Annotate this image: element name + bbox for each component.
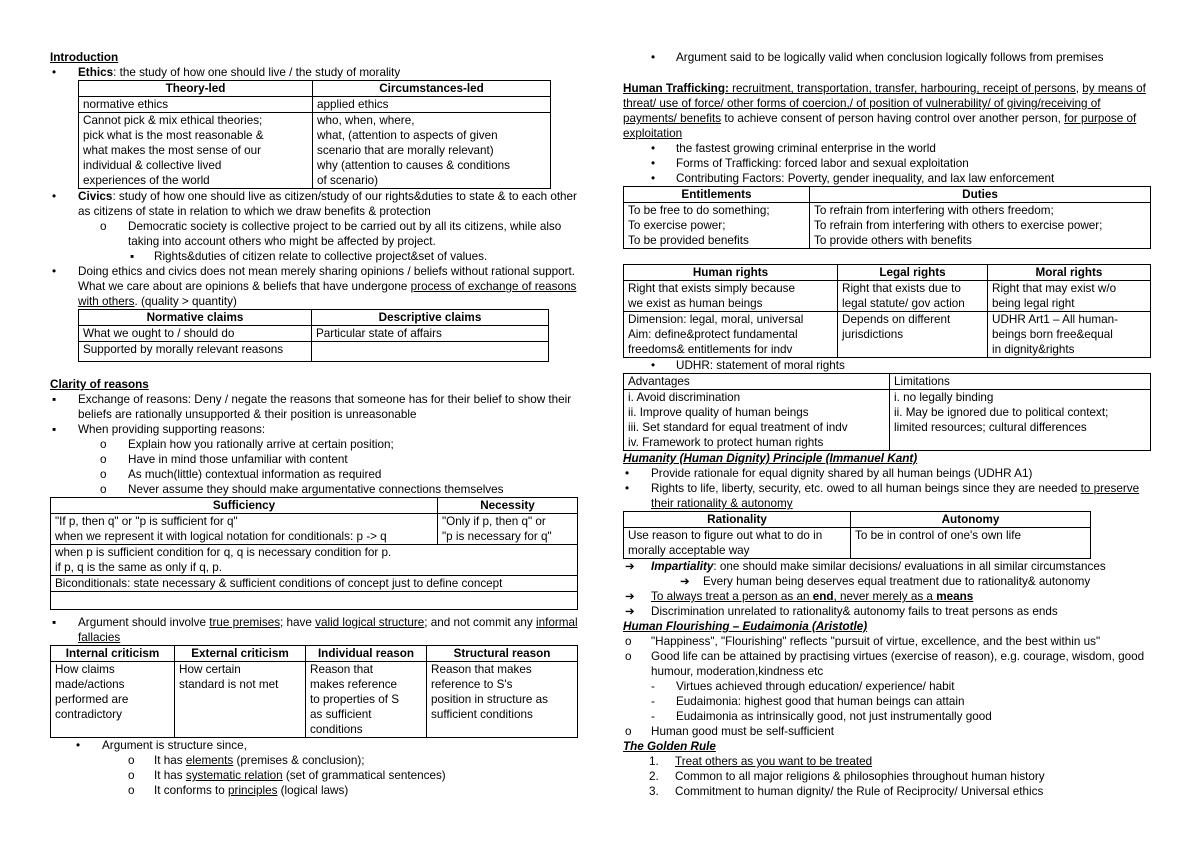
- table-header: Descriptive claims: [312, 310, 549, 326]
- table-header: Duties: [810, 187, 1151, 203]
- trafficking-bullet: • Contributing Factors: Poverty, gender inequality, and lax law enforcement: [651, 172, 1055, 185]
- list-number: 2.: [649, 770, 659, 783]
- flourishing-subpoint: - Virtues achieved through education/ experience/ habit: [651, 680, 955, 693]
- section-title-kant: Humanity (Human Dignity) Principle (Immanuel Kant): [623, 452, 918, 465]
- table-cell: Dimension: legal, moral, universal Aim: define&protect fundamental freedoms& entitlements for indv: [624, 312, 838, 358]
- square-bullet-icon: ▪: [52, 423, 57, 436]
- table-header: Human rights: [624, 265, 838, 281]
- table-cell: applied ethics: [313, 97, 551, 113]
- circle-bullet-icon: o: [100, 438, 107, 451]
- table-header: Individual reason: [306, 646, 427, 662]
- table-cell: Cannot pick & mix ethical theories; pick what is the most reasonable & what makes the most sense of our individual & collective lived experiences of the world: [79, 113, 313, 189]
- table-cell: Use reason to figure out what to do in morally acceptable way: [624, 528, 851, 559]
- structure-bullet: • Argument is structure since,: [76, 739, 247, 752]
- dash-icon: -: [651, 680, 655, 693]
- advantages-table: [623, 373, 1151, 451]
- civics-subsubpoint: ▪ Rights&duties of citizen relate to collective project&set of values.: [130, 250, 488, 263]
- table-cell: How certain standard is not met: [175, 662, 306, 738]
- clarity-subpoint: o As much(little) contextual information as required: [100, 468, 382, 481]
- bullet-icon: •: [52, 265, 57, 278]
- table-header: Circumstances-led: [313, 81, 551, 97]
- arrow-icon: ➔: [625, 560, 635, 573]
- trafficking-bullet: • the fastest growing criminal enterprise in the world: [651, 142, 936, 155]
- table-cell: who, when, where, what, (attention to aspects of given scenario that are morally relevant) why (attention to causes & conditions of scenario): [313, 113, 551, 189]
- table-cell: Right that may exist w/o being legal right: [988, 281, 1151, 312]
- table-cell: "Only if p, then q" or "p is necessary for q": [438, 514, 578, 545]
- structure-subpoint: o It has systematic relation (set of grammatical sentences): [128, 769, 446, 782]
- square-bullet-icon: ▪: [52, 616, 57, 629]
- circle-bullet-icon: o: [100, 483, 107, 496]
- dash-icon: -: [651, 695, 655, 708]
- table-cell: How claims made/actions performed are contradictory: [51, 662, 175, 738]
- arrow-icon: ➔: [625, 605, 635, 618]
- udhr-bullet: • UDHR: statement of moral rights: [651, 359, 845, 372]
- circle-bullet-icon: o: [128, 754, 135, 767]
- bullet-icon: •: [76, 739, 81, 752]
- clarity-bullet: ▪ When providing supporting reasons:: [52, 423, 266, 436]
- arrow-icon: ➔: [625, 590, 635, 603]
- table-header: Internal criticism: [51, 646, 175, 662]
- circle-bullet-icon: o: [625, 635, 632, 648]
- table-header: Necessity: [438, 498, 578, 514]
- list-number: 1.: [649, 755, 659, 768]
- golden-rule-item: 3. Commitment to human dignity/ the Rule of Reciprocity/ Universal ethics: [649, 785, 1044, 798]
- section-title-clarity: Clarity of reasons: [50, 378, 149, 391]
- entitlements-table: [623, 186, 1151, 249]
- table-header: Theory-led: [79, 81, 313, 97]
- rationality-table: [623, 511, 1091, 559]
- table-cell: normative ethics: [79, 97, 313, 113]
- table-cell: i. Avoid discrimination ii. Improve quality of human beings iii. Set standard for equal treatment of indv iv. Framework to protect human rights: [624, 390, 890, 451]
- arrow-icon: ➔: [680, 575, 690, 588]
- table-header: Normative claims: [79, 310, 312, 326]
- circle-bullet-icon: o: [625, 725, 632, 738]
- table-cell: Reason that makes reference to properties of S as sufficient conditions: [306, 662, 427, 738]
- table-cell: [312, 342, 549, 362]
- ethics-bullet: • Ethics: the study of how one should live / the study of morality: [52, 66, 401, 79]
- square-bullet-icon: ▪: [130, 250, 135, 263]
- bullet-icon: •: [52, 66, 57, 79]
- bullet-icon: •: [625, 467, 630, 480]
- structure-subpoint: o It has elements (premises & conclusion);: [128, 754, 365, 767]
- circle-bullet-icon: o: [128, 784, 135, 797]
- left-column: [50, 50, 590, 798]
- table-cell: i. no legally binding ii. May be ignored due to political context; limited resources; cultural differences: [890, 390, 1151, 451]
- list-number: 3.: [649, 785, 659, 798]
- sufficiency-table: [50, 497, 578, 610]
- section-title-golden-rule: The Golden Rule: [623, 740, 716, 753]
- clarity-bullet: ▪ Exchange of reasons: Deny / negate the reasons that someone has for their belief to show their beliefs are rationally unsupported & their position is unreasonable: [52, 393, 572, 421]
- table-cell: Supported by morally relevant reasons: [79, 342, 312, 362]
- table-cell: Right that exists simply because we exist as human beings: [624, 281, 838, 312]
- bullet-icon: •: [651, 51, 656, 64]
- bullet-icon: •: [52, 190, 57, 203]
- circle-bullet-icon: o: [100, 468, 107, 481]
- structure-subpoint: o It conforms to principles (logical laws): [128, 784, 349, 797]
- table-cell: Right that exists due to legal statute/ gov action: [838, 281, 988, 312]
- flourishing-subpoint: - Eudaimonia: highest good that human beings can attain: [651, 695, 965, 708]
- trafficking-paragraph: Human Trafficking: recruitment, transportation, transfer, harbouring, receipt of persons, by means of threat/ use of force/ other forms of coercion,/ of position of vulnerability/ of giving/receiving of payments/ benefits to achieve consent of person having control over another person, for purpose of exploitation: [623, 82, 1146, 140]
- table-header: External criticism: [175, 646, 306, 662]
- table-cell: Depends on different jurisdictions: [838, 312, 988, 358]
- bullet-icon: •: [651, 359, 656, 372]
- bullet-icon: •: [625, 482, 630, 495]
- flourishing-point: o "Happiness", "Flourishing" reflects "pursuit of virtue, excellence, and the best within us": [625, 635, 1101, 648]
- table-header: Legal rights: [838, 265, 988, 281]
- criticism-table: [50, 645, 578, 738]
- theory-table: [78, 80, 551, 189]
- table-header: Limitations: [890, 374, 1151, 390]
- flourishing-subpoint: - Eudaimonia as intrinsically good, not just instrumentally good: [651, 710, 992, 723]
- impartiality-point: ➔ Impartiality: one should make similar decisions/ evaluations in all similar circumstances: [625, 560, 1106, 573]
- table-cell: [51, 592, 578, 610]
- table-cell: To refrain from interfering with others freedom; To refrain from interfering with others to exercise power; To provide others with benefits: [810, 203, 1151, 249]
- bullet-icon: •: [651, 172, 656, 185]
- ends-point: ➔ To always treat a person as an end, never merely as a means: [625, 590, 974, 603]
- table-cell: To be free to do something; To exercise power; To be provided benefits: [624, 203, 810, 249]
- circle-bullet-icon: o: [100, 220, 107, 233]
- argument-bullet: ▪ Argument should involve true premises; have valid logical structure; and not commit any informal fallacies: [52, 616, 578, 644]
- clarity-subpoint: o Never assume they should make argumentative connections themselves: [100, 483, 504, 496]
- rights-table: [623, 264, 1151, 358]
- golden-rule-item: 1. Treat others as you want to be treated: [649, 755, 873, 768]
- civics-bullet: • Civics: study of how one should live as citizen/study of our rights&duties to state & to each other as citizens of state in relation to which we draw benefits & protection: [52, 190, 577, 218]
- table-cell: Reason that makes reference to S's position in structure as sufficient conditions: [427, 662, 578, 738]
- flourishing-point: o Human good must be self-sufficient: [625, 725, 834, 738]
- kant-bullet: • Rights to life, liberty, security, etc. owed to all human beings since they are needed to preserve their rationality & autonomy: [625, 482, 1140, 510]
- square-bullet-icon: ▪: [52, 393, 57, 406]
- circle-bullet-icon: o: [625, 650, 632, 663]
- table-cell: "If p, then q" or "p is sufficient for q" when we represent it with logical notation for conditionals: p -> q: [51, 514, 438, 545]
- circle-bullet-icon: o: [128, 769, 135, 782]
- bullet-icon: •: [651, 157, 656, 170]
- civics-subpoint: o Democratic society is collective project to be carried out by all its citizens, while also taking into account others who might be affected by project.: [100, 220, 562, 248]
- kant-bullet: • Provide rationale for equal dignity shared by all human beings (UDHR A1): [625, 467, 1033, 480]
- clarity-subpoint: o Explain how you rationally arrive at certain position;: [100, 438, 394, 451]
- dash-icon: -: [651, 710, 655, 723]
- table-header: Structural reason: [427, 646, 578, 662]
- right-column: [623, 50, 1150, 799]
- impartiality-subpoint: ➔ Every human being deserves equal treatment due to rationality& autonomy: [680, 575, 1091, 588]
- section-title-flourishing: Human Flourishing – Eudaimonia (Aristotle): [623, 620, 868, 633]
- table-header: Autonomy: [851, 512, 1091, 528]
- table-header: Entitlements: [624, 187, 810, 203]
- table-cell: What we ought to / should do: [79, 326, 312, 342]
- trafficking-bullet: • Forms of Trafficking: forced labor and sexual exploitation: [651, 157, 969, 170]
- table-header: Advantages: [624, 374, 890, 390]
- section-title-introduction: Introduction: [50, 51, 119, 64]
- table-cell: UDHR Art1 – All human- beings born free&equal in dignity&rights: [988, 312, 1151, 358]
- circle-bullet-icon: o: [100, 453, 107, 466]
- table-header: Sufficiency: [51, 498, 438, 514]
- table-cell: Particular state of affairs: [312, 326, 549, 342]
- flourishing-point: o Good life can be attained by practising virtues (exercise of reason), e.g. courage, wisdom, good humour, moderation,kindness etc: [625, 650, 1145, 678]
- claims-table: [78, 309, 549, 362]
- discrimination-point: ➔ Discrimination unrelated to rationality& autonomy fails to treat persons as ends: [625, 605, 1058, 618]
- clarity-subpoint: o Have in mind those unfamiliar with content: [100, 453, 348, 466]
- valid-argument-bullet: • Argument said to be logically valid when conclusion logically follows from premises: [651, 51, 1104, 64]
- table-header: Rationality: [624, 512, 851, 528]
- table-header: Moral rights: [988, 265, 1151, 281]
- table-cell: To be in control of one's own life: [851, 528, 1091, 559]
- bullet-icon: •: [651, 142, 656, 155]
- doing-ethics-bullet: • Doing ethics and civics does not mean merely sharing opinions / beliefs without rational support. What we care about are opinions & beliefs that have undergone process of exchange of reasons with others. (quality > quantity): [52, 265, 577, 308]
- golden-rule-item: 2. Common to all major religions & philosophies throughout human history: [649, 770, 1045, 783]
- table-cell: Biconditionals: state necessary & sufficient conditions of concept just to define concept: [51, 576, 578, 592]
- table-cell: when p is sufficient condition for q, q is necessary condition for p. if p, q is the same as only if q, p.: [51, 545, 578, 576]
